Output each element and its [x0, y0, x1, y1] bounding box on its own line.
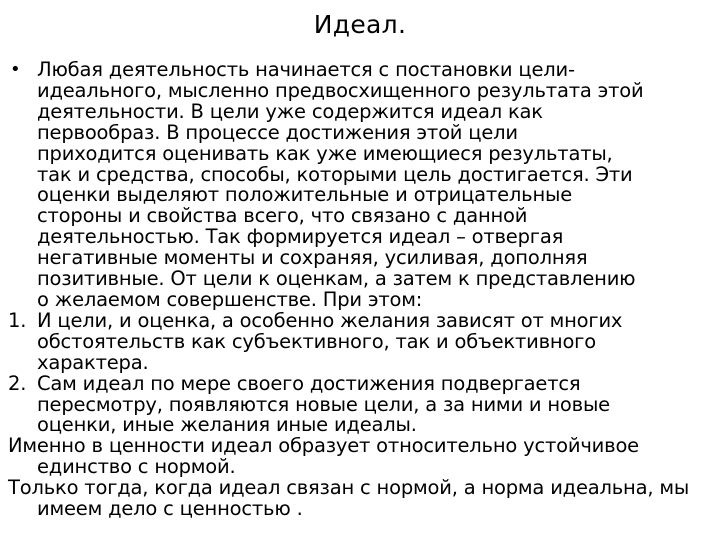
bullet-marker: •: [10, 59, 21, 80]
text-line: первообраз. В процессе достижения этой цели: [37, 120, 518, 144]
slide-title: Идеал.: [313, 10, 407, 39]
text-line: идеальна, мы имеем дело с ценностью .: [37, 476, 690, 521]
closing-paragraph-2: [8, 478, 716, 520]
text-line: стороны и свойства всего, что связано с данной: [37, 204, 528, 228]
text-line: Только тогда, когда идеал связан с нормой, а норма: [8, 476, 545, 500]
text-line: пересмотру, появляются новые цели, а за ними и новые: [37, 392, 610, 416]
text-line: характера.: [37, 350, 149, 374]
bullet-paragraph: [8, 60, 716, 311]
text-line: позитивные. От цели к оценкам, а затем к представлению: [37, 267, 636, 291]
text-line: негативные моменты и сохраняя, усиливая, дополняя: [37, 246, 588, 270]
numbered-item-1: [8, 308, 716, 374]
text-line: Сам идеал по мере своего достижения подвергается: [37, 371, 581, 395]
text-line: так и средства, способы, которыми цель достигается. Эти: [37, 162, 633, 186]
text-line: деятельности. В цели уже содержится идеал как: [37, 99, 543, 123]
text-line: обстоятельств как субъективного, так и объективного: [37, 329, 596, 353]
number-marker: 2.: [8, 371, 27, 395]
slide-body: [8, 60, 716, 520]
text-line: Именно в ценности идеал образует относительно: [8, 434, 518, 458]
text-line: приходится оценивать как уже имеющиеся результаты,: [37, 141, 613, 165]
text-line: оценки, иные желания иные идеалы.: [37, 413, 417, 437]
closing-paragraph-1: [8, 436, 716, 478]
text-line: И цели, и оценка, а особенно желания зависят от многих: [37, 308, 623, 332]
text-line: идеального, мысленно предвосхищенного результата этой: [37, 78, 644, 102]
number-marker: 1.: [8, 308, 27, 332]
text-line: о желаемом совершенстве. При этом:: [37, 287, 423, 311]
text-line: устойчивое единство с нормой.: [37, 434, 639, 479]
text-line: оценки выделяют положительные и отрицательные: [37, 183, 572, 207]
text-line: деятельностью. Так формируется идеал – отвергая: [37, 225, 564, 249]
numbered-item-2: [8, 371, 716, 437]
text-line: Любая деятельность начинается с постановки цели-: [37, 58, 575, 81]
